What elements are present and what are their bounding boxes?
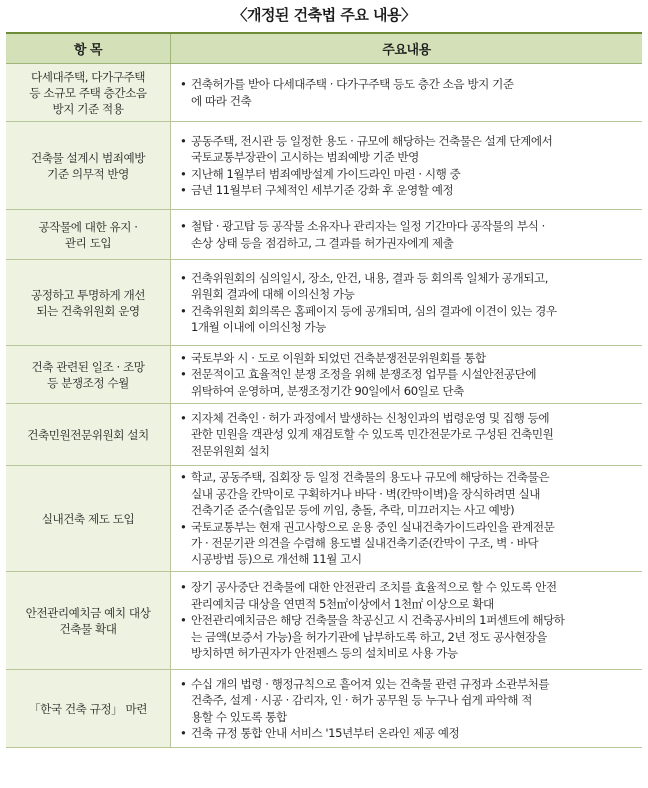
bullet-line: 관리예치금 대상을 연면적 5천㎡이상에서 1천㎡ 이상으로 확대 bbox=[191, 596, 494, 611]
bullet-dot-icon: • bbox=[180, 367, 187, 382]
row-item-line: 건축민원전문위원회 설치 bbox=[27, 427, 149, 442]
bullet-line: 지난해 1월부터 범죄예방설계 가이드라인 마련 · 시행 중 bbox=[191, 166, 461, 181]
row-content-cell bbox=[171, 210, 643, 260]
bullet-line: 건축기준 준수(출입문 등에 끼임, 충돌, 추락, 미끄러지는 사고 예방) bbox=[191, 503, 515, 518]
bullet-list bbox=[179, 133, 634, 199]
bullet-point bbox=[179, 303, 634, 336]
bullet-point bbox=[179, 410, 634, 459]
row-item-line: 기준 의무적 반영 bbox=[47, 166, 129, 181]
table-row bbox=[6, 122, 642, 210]
row-item-line: 건축물 설계시 범죄예방 bbox=[31, 150, 145, 165]
bullet-dot-icon: • bbox=[180, 613, 187, 628]
bullet-line: 가 · 전문기관 의견을 수렴해 용도별 실내건축기준(칸막이 구조, 벽 · 바닥 bbox=[191, 535, 539, 550]
bullet-line: 철탑 · 광고탑 등 공작물 소유자나 관리자는 일정 기간마다 공작물의 부식 · bbox=[191, 219, 545, 234]
bullet-dot-icon: • bbox=[180, 410, 187, 425]
bullet-line: 건축주, 설계 · 시공 · 감리자, 인 · 허가 공무원 등 누구나 쉽게 파악해 적 bbox=[191, 693, 532, 708]
bullet-point bbox=[179, 469, 634, 518]
bullet-line: 국토교통부는 현재 권고사항으로 운용 중인 실내건축가이드라인을 관계전문 bbox=[191, 519, 555, 534]
bullet-list bbox=[179, 76, 634, 109]
amendment-table bbox=[6, 32, 642, 748]
bullet-list bbox=[179, 350, 634, 399]
row-item-line: 건축 관련된 일조 · 조망 bbox=[31, 359, 145, 374]
bullet-line: 수십 개의 법령 · 행정규칙으로 흩어져 있는 건축물 관련 규정과 소관부처를 bbox=[191, 676, 550, 691]
bullet-line: 건축허가를 받아 다세대주택 · 다가구주택 등도 층간 소음 방지 기준 bbox=[191, 77, 514, 92]
bullet-line: 용할 수 있도록 통합 bbox=[191, 709, 287, 724]
bullet-line: 공동주택, 전시관 등 일정한 용도 · 규모에 해당하는 건축물은 설계 단계에서 bbox=[191, 133, 553, 148]
table-row bbox=[6, 260, 642, 346]
bullet-line: 지자체 건축인 · 허가 과정에서 발생하는 신청인과의 법령운영 및 집행 등에 bbox=[191, 410, 550, 425]
bullet-line: 실내 공간을 칸막이로 구획하거나 바닥 · 벽(칸막이벽)을 장식하려면 실내 bbox=[191, 486, 541, 501]
bullet-line: 위원회 결과에 대해 이의신청 가능 bbox=[191, 287, 355, 302]
bullet-list bbox=[179, 410, 634, 459]
table-row bbox=[6, 64, 642, 122]
row-item-cell bbox=[6, 210, 171, 260]
bullet-point bbox=[179, 76, 634, 109]
row-content-cell bbox=[171, 572, 643, 670]
row-content-cell bbox=[171, 346, 643, 404]
bullet-line: 국토부와 시 · 도로 이원화 되었던 건축분쟁전문위원회를 통합 bbox=[191, 350, 486, 365]
row-item-cell bbox=[6, 572, 171, 670]
bullet-line: 관한 민원을 객관성 있게 재검토할 수 있도록 민간전문가로 구성된 건축민원 bbox=[191, 427, 554, 442]
bullet-point bbox=[179, 612, 634, 661]
table-row bbox=[6, 466, 642, 572]
bullet-point bbox=[179, 182, 634, 198]
bullet-line: 건축위원회의 심의일시, 장소, 안건, 내용, 결과 등 회의록 일체가 공개되고, bbox=[191, 270, 549, 285]
bullet-dot-icon: • bbox=[180, 219, 187, 234]
row-item-line: 관리 도입 bbox=[64, 235, 112, 250]
table-row bbox=[6, 572, 642, 670]
row-item-cell bbox=[6, 466, 171, 572]
bullet-point bbox=[179, 133, 634, 166]
row-item-line: 등 분쟁조정 수월 bbox=[47, 375, 129, 390]
bullet-point bbox=[179, 579, 634, 612]
row-item-line: 공작물에 대한 유지 · bbox=[38, 219, 138, 234]
bullet-point bbox=[179, 725, 634, 741]
row-item-cell bbox=[6, 404, 171, 466]
row-item-line: 건축물 확대 bbox=[59, 621, 117, 636]
row-content-cell bbox=[171, 122, 643, 210]
row-item-line: 실내건축 제도 도입 bbox=[41, 511, 135, 526]
header-row bbox=[6, 33, 642, 64]
bullet-line: 시공방법 등)으로 개선해 11월 고시 bbox=[191, 552, 362, 567]
row-content-cell bbox=[171, 64, 643, 122]
row-item-line: 되는 건축위원회 운영 bbox=[36, 303, 140, 318]
bullet-list bbox=[179, 270, 634, 336]
bullet-dot-icon: • bbox=[180, 270, 187, 285]
header-item: 항 목 bbox=[6, 33, 171, 64]
bullet-line: 손상 상태 등을 점검하고, 그 결과를 허가권자에게 제출 bbox=[191, 235, 454, 250]
bullet-line: 금년 11월부터 구체적인 세부기준 강화 후 운영할 예정 bbox=[191, 182, 454, 197]
bullet-point bbox=[179, 519, 634, 568]
bullet-dot-icon: • bbox=[180, 470, 187, 485]
row-item-line: 공정하고 투명하게 개선 bbox=[31, 287, 145, 302]
bullet-dot-icon: • bbox=[180, 676, 187, 691]
table-row bbox=[6, 346, 642, 404]
bullet-point bbox=[179, 676, 634, 725]
table-title: 〈개정된 건축법 주요 내용〉 bbox=[232, 6, 416, 24]
bullet-point bbox=[179, 166, 634, 182]
bullet-dot-icon: • bbox=[180, 77, 187, 92]
row-item-cell bbox=[6, 64, 171, 122]
bullet-line: 장기 공사중단 건축물에 대한 안전관리 조치를 효율적으로 할 수 있도록 안전 bbox=[191, 580, 557, 595]
row-item-line: 등 소규모 주택 층간소음 bbox=[29, 85, 147, 100]
bullet-dot-icon: • bbox=[180, 519, 187, 534]
bullet-line: 안전관리예치금은 해당 건축물을 착공신고 시 건축공사비의 1퍼센트에 해당하 bbox=[191, 613, 565, 628]
table-row bbox=[6, 670, 642, 748]
row-content-cell bbox=[171, 260, 643, 346]
bullet-point bbox=[179, 270, 634, 303]
header-content: 주요내용 bbox=[171, 33, 643, 64]
row-content-cell bbox=[171, 670, 643, 748]
row-item-line: 방지 기준 적용 bbox=[52, 101, 124, 116]
row-item-line: 다세대주택, 다가구주택 bbox=[31, 69, 145, 84]
bullet-point bbox=[179, 366, 634, 399]
row-content-cell bbox=[171, 466, 643, 572]
bullet-line: 에 따라 건축 bbox=[191, 93, 252, 108]
bullet-line: 전문적이고 효율적인 분쟁 조정을 위해 분쟁조정 업무를 시설안전공단에 bbox=[191, 367, 537, 382]
bullet-dot-icon: • bbox=[180, 350, 187, 365]
bullet-point bbox=[179, 350, 634, 366]
bullet-line: 위탁하여 운영하며, 분쟁조정기간 90일에서 60일로 단축 bbox=[191, 383, 464, 398]
bullet-list bbox=[179, 469, 634, 567]
table-row bbox=[6, 210, 642, 260]
row-item-cell bbox=[6, 670, 171, 748]
row-item-cell bbox=[6, 346, 171, 404]
row-content-cell bbox=[171, 404, 643, 466]
bullet-point bbox=[179, 218, 634, 251]
row-item-cell bbox=[6, 122, 171, 210]
bullet-list bbox=[179, 579, 634, 661]
bullet-line: 는 금액(보증서 가능)을 허가기관에 납부하도록 하고, 2년 정도 공사현장을 bbox=[191, 629, 547, 644]
bullet-dot-icon: • bbox=[180, 133, 187, 148]
bullet-line: 1개월 이내에 이의신청 가능 bbox=[191, 319, 326, 334]
bullet-list bbox=[179, 676, 634, 742]
row-item-line: 안전관리예치금 예치 대상 bbox=[25, 605, 151, 620]
bullet-line: 학교, 공동주택, 집회장 등 일정 건축물의 용도나 규모에 해당하는 건축물은 bbox=[191, 470, 550, 485]
bullet-line: 건축위원회 회의록은 홈페이지 등에 공개되며, 심의 결과에 이견이 있는 경우 bbox=[191, 303, 557, 318]
bullet-line: 건축 규정 통합 안내 서비스 '15년부터 온라인 제공 예정 bbox=[191, 725, 460, 740]
table-row bbox=[6, 404, 642, 466]
bullet-dot-icon: • bbox=[180, 580, 187, 595]
bullet-dot-icon: • bbox=[180, 182, 187, 197]
bullet-list bbox=[179, 218, 634, 251]
bullet-line: 전문위원회 설치 bbox=[191, 443, 270, 458]
bullet-line: 국토교통부장관이 고시하는 범죄예방 기준 반영 bbox=[191, 150, 419, 165]
bullet-dot-icon: • bbox=[180, 166, 187, 181]
bullet-line: 방치하면 허가권자가 안전펜스 등의 설치비로 사용 가능 bbox=[191, 646, 458, 661]
bullet-dot-icon: • bbox=[180, 303, 187, 318]
row-item-cell bbox=[6, 260, 171, 346]
row-item-line: 「한국 건축 규정」 마련 bbox=[29, 701, 147, 716]
bullet-dot-icon: • bbox=[180, 725, 187, 740]
